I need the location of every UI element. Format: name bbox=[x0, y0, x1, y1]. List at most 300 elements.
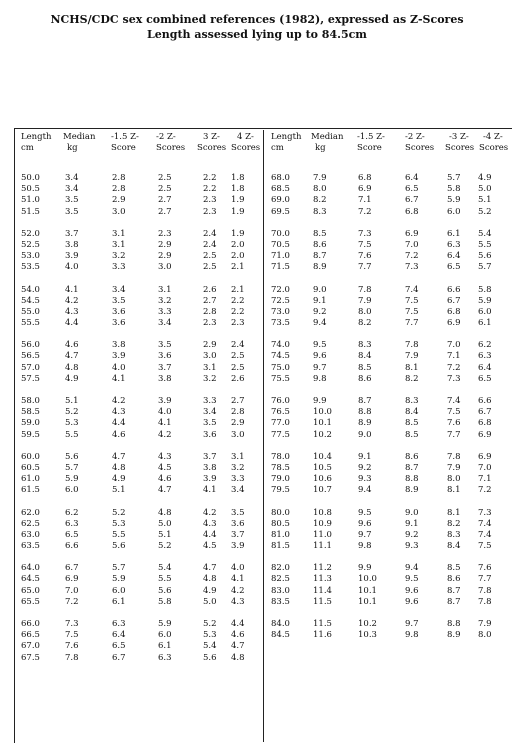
table-cell: 4.3 bbox=[203, 518, 217, 529]
row-group-gap bbox=[271, 329, 290, 340]
table-cell: 5.6 bbox=[203, 652, 217, 663]
table-cell: 9.4 bbox=[358, 485, 372, 496]
table-cell: 4.9 bbox=[65, 373, 79, 384]
table-cell: 7.4 bbox=[478, 518, 492, 529]
table-cell: 9.7 bbox=[313, 362, 327, 373]
table-cell: 9.5 bbox=[313, 340, 327, 351]
table-cell: 8.5 bbox=[405, 429, 419, 440]
table-cell: 7.3 bbox=[478, 507, 492, 518]
table-cell: 79.0 bbox=[271, 474, 290, 485]
table-cell: 5.5 bbox=[158, 574, 172, 585]
table-cell: 59.0 bbox=[21, 418, 40, 429]
table-cell: 9.8 bbox=[358, 541, 372, 552]
row-group-gap bbox=[271, 274, 290, 285]
table-cell: 6.6 bbox=[447, 284, 461, 295]
table-cell: 4.1 bbox=[231, 574, 245, 585]
header-z3: 3 Z- Scores bbox=[197, 132, 227, 153]
table-cell: 11.0 bbox=[313, 529, 332, 540]
table-cell: 4.3 bbox=[65, 306, 79, 317]
table-cell: 3.4 bbox=[65, 173, 79, 183]
table-cell: 6.1 bbox=[447, 228, 461, 239]
table-cell: 2.7 bbox=[158, 206, 172, 217]
table-cell: 3.7 bbox=[65, 228, 79, 239]
table-cell: 3.7 bbox=[231, 529, 245, 540]
row-group-gap bbox=[313, 274, 332, 285]
row-group-gap bbox=[203, 552, 217, 563]
table-cell: 10.2 bbox=[313, 429, 332, 440]
table-cell: 8.8 bbox=[405, 474, 419, 485]
table-cell: 6.1 bbox=[112, 596, 126, 607]
table-divider bbox=[263, 130, 264, 742]
table-cell: 3.1 bbox=[112, 228, 126, 239]
table-cell: 7.4 bbox=[478, 529, 492, 540]
table-cell: 1.9 bbox=[231, 228, 245, 239]
table-cell: 70.5 bbox=[271, 239, 290, 250]
table-cell: 7.3 bbox=[405, 262, 419, 273]
table-cell: 2.5 bbox=[158, 184, 172, 195]
table-cell: 2.2 bbox=[231, 295, 245, 306]
row-group-gap bbox=[231, 274, 245, 285]
table-cell: 1.9 bbox=[231, 206, 245, 217]
table-cell: 8.9 bbox=[313, 262, 327, 273]
table-cell: 4.6 bbox=[231, 630, 245, 641]
row-group-gap bbox=[112, 329, 126, 340]
table-cell: 7.9 bbox=[405, 351, 419, 362]
table-cell: 81.0 bbox=[271, 529, 290, 540]
row-group-gap bbox=[65, 274, 79, 285]
table-cell: 10.8 bbox=[313, 507, 332, 518]
table-cell: 52.5 bbox=[21, 239, 40, 250]
table-cell: 8.6 bbox=[313, 239, 327, 250]
table-cell: 9.7 bbox=[405, 619, 419, 629]
table-cell: 74.5 bbox=[271, 351, 290, 362]
row-group-gap bbox=[21, 441, 40, 452]
table-cell: 4.3 bbox=[158, 451, 172, 462]
table-cell: 3.6 bbox=[112, 318, 126, 329]
table-cell: 7.2 bbox=[405, 251, 419, 262]
table-cell: 51.5 bbox=[21, 206, 40, 217]
table-cell: 2.9 bbox=[158, 239, 172, 250]
table-cell: 11.6 bbox=[313, 630, 332, 641]
right-column-z2 bbox=[405, 173, 419, 641]
table-cell: 3.6 bbox=[158, 351, 172, 362]
table-cell: 3.3 bbox=[231, 474, 245, 485]
table-cell: 8.5 bbox=[405, 418, 419, 429]
row-group-gap bbox=[313, 385, 332, 396]
table-cell: 5.0 bbox=[478, 184, 492, 195]
table-cell: 2.7 bbox=[231, 396, 245, 406]
table-cell: 3.3 bbox=[112, 262, 126, 273]
table-cell: 5.0 bbox=[158, 518, 172, 529]
right-column-z3 bbox=[447, 173, 461, 641]
table-cell: 9.4 bbox=[313, 318, 327, 329]
table-cell: 4.5 bbox=[203, 541, 217, 552]
table-cell: 5.4 bbox=[158, 563, 172, 574]
table-cell: 3.4 bbox=[112, 284, 126, 295]
table-cell: 62.5 bbox=[21, 518, 40, 529]
table-cell: 61.0 bbox=[21, 474, 40, 485]
table-cell: 2.3 bbox=[203, 206, 217, 217]
table-cell: 5.6 bbox=[112, 541, 126, 552]
table-cell: 84.0 bbox=[271, 619, 290, 629]
table-cell: 7.2 bbox=[65, 596, 79, 607]
table-cell: 4.7 bbox=[65, 351, 79, 362]
table-cell: 4.9 bbox=[112, 474, 126, 485]
table-cell: 69.0 bbox=[271, 195, 290, 206]
row-group-gap bbox=[21, 608, 40, 619]
row-group-gap bbox=[478, 385, 492, 396]
table-cell: 4.2 bbox=[203, 507, 217, 518]
row-group-gap bbox=[65, 608, 79, 619]
row-group-gap bbox=[478, 329, 492, 340]
table-cell: 7.8 bbox=[405, 340, 419, 351]
row-group-gap bbox=[405, 497, 419, 508]
table-cell: 7.6 bbox=[478, 563, 492, 574]
row-group-gap bbox=[405, 552, 419, 563]
table-cell: 66.0 bbox=[21, 619, 40, 629]
table-cell: 6.8 bbox=[358, 173, 372, 183]
header-z15-right: -1.5 Z- Score bbox=[357, 132, 385, 153]
row-group-gap bbox=[158, 441, 172, 452]
table-cell: 8.9 bbox=[405, 485, 419, 496]
table-cell: 4.4 bbox=[203, 529, 217, 540]
row-group-gap bbox=[112, 497, 126, 508]
right-column-z15 bbox=[358, 173, 377, 641]
row-group-gap bbox=[158, 608, 172, 619]
table-cell: 9.8 bbox=[313, 373, 327, 384]
table-cell: 53.5 bbox=[21, 262, 40, 273]
row-group-gap bbox=[231, 329, 245, 340]
table-cell: 4.8 bbox=[158, 507, 172, 518]
table-cell: 7.5 bbox=[447, 407, 461, 418]
left-column-z15 bbox=[112, 173, 126, 664]
row-group-gap bbox=[112, 218, 126, 229]
table-cell: 7.4 bbox=[447, 396, 461, 406]
table-cell: 5.8 bbox=[478, 284, 492, 295]
table-cell: 8.2 bbox=[447, 518, 461, 529]
table-cell: 8.8 bbox=[358, 407, 372, 418]
table-cell: 3.8 bbox=[65, 239, 79, 250]
row-group-gap bbox=[405, 218, 419, 229]
table-cell: 2.6 bbox=[231, 373, 245, 384]
table-cell: 8.7 bbox=[447, 596, 461, 607]
row-group-gap bbox=[21, 552, 40, 563]
table-cell: 63.5 bbox=[21, 541, 40, 552]
header-z2-right: -2 Z- Scores bbox=[405, 132, 435, 153]
table-cell: 5.9 bbox=[65, 474, 79, 485]
row-group-gap bbox=[447, 329, 461, 340]
table-cell: 9.1 bbox=[313, 295, 327, 306]
row-group-gap bbox=[203, 385, 217, 396]
table-cell: 7.9 bbox=[358, 295, 372, 306]
table-cell: 3.2 bbox=[158, 295, 172, 306]
table-cell: 78.5 bbox=[271, 462, 290, 473]
row-group-gap bbox=[405, 441, 419, 452]
table-cell: 4.1 bbox=[65, 284, 79, 295]
table-cell: 6.6 bbox=[478, 396, 492, 406]
table-cell: 5.2 bbox=[203, 619, 217, 629]
row-group-gap bbox=[158, 385, 172, 396]
table-cell: 7.6 bbox=[447, 418, 461, 429]
table-cell: 3.9 bbox=[65, 251, 79, 262]
table-cell: 5.9 bbox=[478, 295, 492, 306]
table-cell: 3.6 bbox=[112, 306, 126, 317]
table-cell: 2.8 bbox=[112, 184, 126, 195]
table-cell: 7.4 bbox=[405, 284, 419, 295]
table-cell: 4.1 bbox=[203, 485, 217, 496]
row-group-gap bbox=[478, 218, 492, 229]
table-cell: 7.3 bbox=[447, 373, 461, 384]
table-cell: 64.0 bbox=[21, 563, 40, 574]
table-cell: 6.4 bbox=[447, 251, 461, 262]
table-cell: 5.3 bbox=[112, 518, 126, 529]
table-cell: 10.0 bbox=[313, 407, 332, 418]
table-cell: 4.7 bbox=[112, 451, 126, 462]
table-cell: 73.0 bbox=[271, 306, 290, 317]
table-cell: 6.0 bbox=[158, 630, 172, 641]
table-cell: 79.5 bbox=[271, 485, 290, 496]
table-cell: 5.7 bbox=[447, 173, 461, 183]
table-cell: 5.7 bbox=[65, 462, 79, 473]
table-cell: 11.2 bbox=[313, 563, 332, 574]
table-cell: 7.7 bbox=[358, 262, 372, 273]
header-z15: -1.5 Z- Score bbox=[111, 132, 139, 153]
table-cell: 8.2 bbox=[358, 318, 372, 329]
row-group-gap bbox=[447, 274, 461, 285]
table-cell: 6.6 bbox=[65, 541, 79, 552]
table-cell: 2.8 bbox=[203, 306, 217, 317]
table-cell: 68.0 bbox=[271, 173, 290, 183]
table-cell: 4.3 bbox=[231, 596, 245, 607]
table-cell: 78.0 bbox=[271, 451, 290, 462]
table-cell: 76.0 bbox=[271, 396, 290, 406]
table-cell: 5.9 bbox=[158, 619, 172, 629]
table-cell: 2.3 bbox=[203, 195, 217, 206]
row-group-gap bbox=[271, 552, 290, 563]
table-cell: 8.8 bbox=[447, 619, 461, 629]
right-column-length bbox=[271, 173, 290, 641]
table-cell: 7.2 bbox=[478, 485, 492, 496]
table-cell: 6.7 bbox=[65, 563, 79, 574]
table-cell: 52.0 bbox=[21, 228, 40, 239]
table-cell: 83.0 bbox=[271, 585, 290, 596]
row-group-gap bbox=[65, 218, 79, 229]
table-cell: 5.6 bbox=[478, 251, 492, 262]
row-group-gap bbox=[358, 329, 377, 340]
table-cell: 9.5 bbox=[405, 574, 419, 585]
table-cell: 8.6 bbox=[358, 373, 372, 384]
table-cell: 7.5 bbox=[65, 630, 79, 641]
table-cell: 56.0 bbox=[21, 340, 40, 351]
table-cell: 2.4 bbox=[203, 228, 217, 239]
row-group-gap bbox=[158, 497, 172, 508]
table-cell: 4.0 bbox=[112, 362, 126, 373]
table-cell: 2.5 bbox=[203, 251, 217, 262]
table-cell: 2.4 bbox=[231, 340, 245, 351]
table-cell: 71.0 bbox=[271, 251, 290, 262]
table-cell: 7.0 bbox=[405, 239, 419, 250]
row-group-gap bbox=[313, 441, 332, 452]
table-cell: 7.8 bbox=[358, 284, 372, 295]
table-cell: 2.8 bbox=[112, 173, 126, 183]
table-cell: 7.6 bbox=[65, 641, 79, 652]
table-cell: 7.0 bbox=[478, 462, 492, 473]
table-cell: 6.4 bbox=[478, 362, 492, 373]
table-cell: 3.9 bbox=[158, 396, 172, 406]
row-group-gap bbox=[158, 329, 172, 340]
table-cell: 6.9 bbox=[478, 429, 492, 440]
table-cell: 58.0 bbox=[21, 396, 40, 406]
row-group-gap bbox=[271, 218, 290, 229]
row-group-gap bbox=[447, 385, 461, 396]
table-cell: 51.0 bbox=[21, 195, 40, 206]
table-cell: 65.0 bbox=[21, 585, 40, 596]
row-group-gap bbox=[203, 608, 217, 619]
row-group-gap bbox=[271, 497, 290, 508]
table-cell: 8.5 bbox=[313, 228, 327, 239]
table-cell: 6.0 bbox=[65, 485, 79, 496]
table-cell: 9.0 bbox=[358, 429, 372, 440]
row-group-gap bbox=[65, 552, 79, 563]
table-cell: 11.1 bbox=[313, 541, 332, 552]
table-cell: 7.1 bbox=[447, 351, 461, 362]
table-cell: 54.0 bbox=[21, 284, 40, 295]
table-cell: 63.0 bbox=[21, 529, 40, 540]
table-cell: 10.4 bbox=[313, 451, 332, 462]
table-cell: 4.4 bbox=[112, 418, 126, 429]
table-cell: 3.5 bbox=[112, 295, 126, 306]
row-group-gap bbox=[21, 329, 40, 340]
table-cell: 6.9 bbox=[405, 228, 419, 239]
table-cell: 5.5 bbox=[112, 529, 126, 540]
table-cell: 7.7 bbox=[447, 429, 461, 440]
row-group-gap bbox=[271, 385, 290, 396]
table-cell: 8.7 bbox=[358, 396, 372, 406]
table-cell: 2.0 bbox=[231, 239, 245, 250]
row-group-gap bbox=[447, 441, 461, 452]
row-group-gap bbox=[21, 274, 40, 285]
table-cell: 6.1 bbox=[478, 318, 492, 329]
table-cell: 8.4 bbox=[405, 407, 419, 418]
table-cell: 5.6 bbox=[65, 451, 79, 462]
table-cell: 5.6 bbox=[158, 585, 172, 596]
table-cell: 9.7 bbox=[358, 529, 372, 540]
table-cell: 59.5 bbox=[21, 429, 40, 440]
table-cell: 57.5 bbox=[21, 373, 40, 384]
table-cell: 3.7 bbox=[203, 451, 217, 462]
table-cell: 7.0 bbox=[65, 585, 79, 596]
table-cell: 6.2 bbox=[478, 340, 492, 351]
table-cell: 71.5 bbox=[271, 262, 290, 273]
table-cell: 10.0 bbox=[358, 574, 377, 585]
row-group-gap bbox=[358, 218, 377, 229]
table-cell: 84.5 bbox=[271, 630, 290, 641]
table-cell: 3.6 bbox=[231, 518, 245, 529]
table-cell: 8.0 bbox=[313, 184, 327, 195]
table-cell: 4.0 bbox=[65, 262, 79, 273]
table-cell: 6.0 bbox=[447, 206, 461, 217]
table-cell: 55.0 bbox=[21, 306, 40, 317]
table-cell: 4.9 bbox=[478, 173, 492, 183]
table-cell: 2.3 bbox=[158, 228, 172, 239]
table-cell: 3.0 bbox=[231, 429, 245, 440]
table-cell: 81.5 bbox=[271, 541, 290, 552]
table-cell: 9.2 bbox=[313, 306, 327, 317]
row-group-gap bbox=[158, 274, 172, 285]
table-cell: 5.2 bbox=[158, 541, 172, 552]
table-cell: 4.2 bbox=[158, 429, 172, 440]
table-cell: 3.1 bbox=[158, 284, 172, 295]
table-cell: 3.5 bbox=[231, 507, 245, 518]
table-cell: 2.2 bbox=[203, 184, 217, 195]
table-cell: 77.0 bbox=[271, 418, 290, 429]
row-group-gap bbox=[65, 497, 79, 508]
row-group-gap bbox=[231, 441, 245, 452]
right-column-z4 bbox=[478, 173, 492, 641]
header-z4: 4 Z- Scores bbox=[231, 132, 261, 153]
row-group-gap bbox=[203, 274, 217, 285]
table-cell: 7.9 bbox=[447, 462, 461, 473]
table-cell: 56.5 bbox=[21, 351, 40, 362]
table-cell: 5.7 bbox=[478, 262, 492, 273]
table-cell: 9.2 bbox=[358, 462, 372, 473]
table-cell: 4.1 bbox=[158, 418, 172, 429]
table-cell: 6.9 bbox=[478, 451, 492, 462]
table-cell: 82.0 bbox=[271, 563, 290, 574]
table-cell: 3.9 bbox=[112, 351, 126, 362]
table-cell: 75.0 bbox=[271, 362, 290, 373]
table-cell: 4.8 bbox=[203, 574, 217, 585]
table-cell: 4.2 bbox=[65, 295, 79, 306]
table-cell: 6.3 bbox=[65, 518, 79, 529]
table-cell: 3.1 bbox=[203, 362, 217, 373]
table-cell: 4.6 bbox=[158, 474, 172, 485]
title-line-2: Length assessed lying up to 84.5cm bbox=[147, 28, 367, 41]
row-group-gap bbox=[405, 274, 419, 285]
table-cell: 9.2 bbox=[405, 529, 419, 540]
table-cell: 9.9 bbox=[358, 563, 372, 574]
table-cell: 9.8 bbox=[405, 630, 419, 641]
table-cell: 3.1 bbox=[112, 239, 126, 250]
table-cell: 4.2 bbox=[112, 396, 126, 406]
table-cell: 4.5 bbox=[158, 462, 172, 473]
table-cell: 7.8 bbox=[478, 585, 492, 596]
table-cell: 11.5 bbox=[313, 596, 332, 607]
table-cell: 2.2 bbox=[203, 173, 217, 183]
table-cell: 3.5 bbox=[203, 418, 217, 429]
table-cell: 3.6 bbox=[203, 429, 217, 440]
table-cell: 4.6 bbox=[112, 429, 126, 440]
table-cell: 2.3 bbox=[231, 318, 245, 329]
table-cell: 9.0 bbox=[313, 284, 327, 295]
table-cell: 10.5 bbox=[313, 462, 332, 473]
table-cell: 7.6 bbox=[358, 251, 372, 262]
table-cell: 6.9 bbox=[358, 184, 372, 195]
table-cell: 3.4 bbox=[231, 485, 245, 496]
row-group-gap bbox=[447, 552, 461, 563]
table-cell: 2.5 bbox=[231, 351, 245, 362]
row-group-gap bbox=[21, 497, 40, 508]
table-cell: 6.5 bbox=[405, 184, 419, 195]
table-cell: 5.1 bbox=[158, 529, 172, 540]
table-cell: 2.9 bbox=[112, 195, 126, 206]
row-group-gap bbox=[112, 441, 126, 452]
table-cell: 70.0 bbox=[271, 228, 290, 239]
row-group-gap bbox=[21, 385, 40, 396]
table-cell: 5.1 bbox=[478, 195, 492, 206]
table-cell: 2.7 bbox=[203, 295, 217, 306]
table-cell: 7.3 bbox=[65, 619, 79, 629]
